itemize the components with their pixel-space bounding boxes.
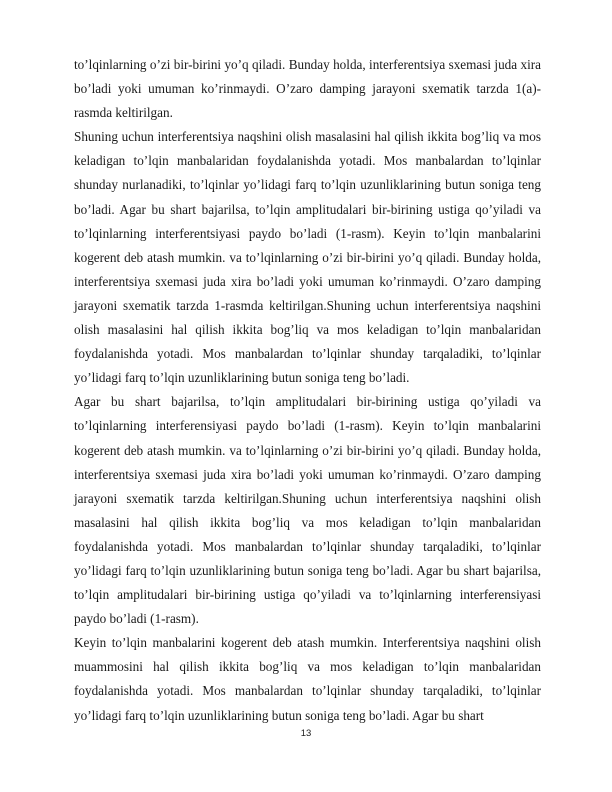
paragraph-4: Keyin to’lqin manbalarini kogerent deb atash mumkin. Interferentsiya naqshini olish muammosini hal qilish ikkita bog’liq va mos keladigan to’lqin manbalaridan foydalanishda yotadi. Mos manbalardan to’lqinlar shunday tarqaladiki, to’lqinlar yo’lidagi farq to’lqin uzunliklarining butun soniga teng bo’ladi. Agar bu shart <box>74 635 541 723</box>
page-number: 13 <box>300 728 312 739</box>
body-text <box>74 53 541 728</box>
paragraph-3: Agar bu shart bajarilsa, to’lqin amplitudalari bir-birining ustiga qo’yiladi va to’lqinlarning interferensiyasi paydo bo’ladi (1-rasm). Keyin to’lqin manbalarini kogerent deb atash mumkin. va to’lqinlarning o’zi bir-birini yo’q qiladi. Bunday holda, interferentsiya sxemasi juda xira bo’ladi yoki umuman ko’rinmaydi. O’zaro damping jarayoni sxematik tarzda keltirilgan.Shuning uchun interferentsiya naqshini olish masalasini hal qilish ikkita bog’liq va mos keladigan to’lqin manbalaridan foydalanishda yotadi. Mos manbalardan to’lqinlar shunday tarqaladiki, to’lqinlar yo’lidagi farq to’lqin uzunliklarining butun soniga teng bo’ladi. Agar bu shart bajarilsa, to’lqin amplitudalari bir-birining ustiga qo’yiladi va to’lqinlarning interferensiyasi paydo bo’ladi (1-rasm). <box>74 394 541 627</box>
paragraph-1: to’lqinlarning o’zi bir-birini yo’q qiladi. Bunday holda, interferentsiya sxemasi juda xira bo’ladi yoki umuman ko’rinmaydi. O’zaro damping jarayoni sxematik tarzda 1(a)-rasmda keltirilgan. <box>74 57 541 121</box>
paragraph-2: Shuning uchun interferentsiya naqshini olish masalasini hal qilish ikkita bog’liq va mos keladigan to’lqin manbalaridan foydalanishda yotadi. Mos manbalardan to’lqinlar shunday nurlanadiki, to’lqinlar yo’lidagi farq to’lqin uzunliklarining butun soniga teng bo’ladi. Agar bu shart bajarilsa, to’lqin amplitudalari bir-birining ustiga qo’yiladi va to’lqinlarning interferentsiyasi paydo bo’ladi (1-rasm). Keyin to’lqin manbalarini kogerent deb atash mumkin. va to’lqinlarning o’zi bir-birini yo’q qiladi. Bunday holda, interferentsiya sxemasi juda xira bo’ladi yoki umuman ko’rinmaydi. O’zaro damping jarayoni sxematik tarzda 1-rasmda keltirilgan.Shuning uchun interferentsiya naqshini olish masalasini hal qilish ikkita bog’liq va mos keladigan to’lqin manbalaridan foydalanishda yotadi. Mos manbalardan to’lqinlar shunday tarqaladiki, to’lqinlar yo’lidagi farq to’lqin uzunliklarining butun soniga teng bo’ladi. <box>74 129 541 386</box>
